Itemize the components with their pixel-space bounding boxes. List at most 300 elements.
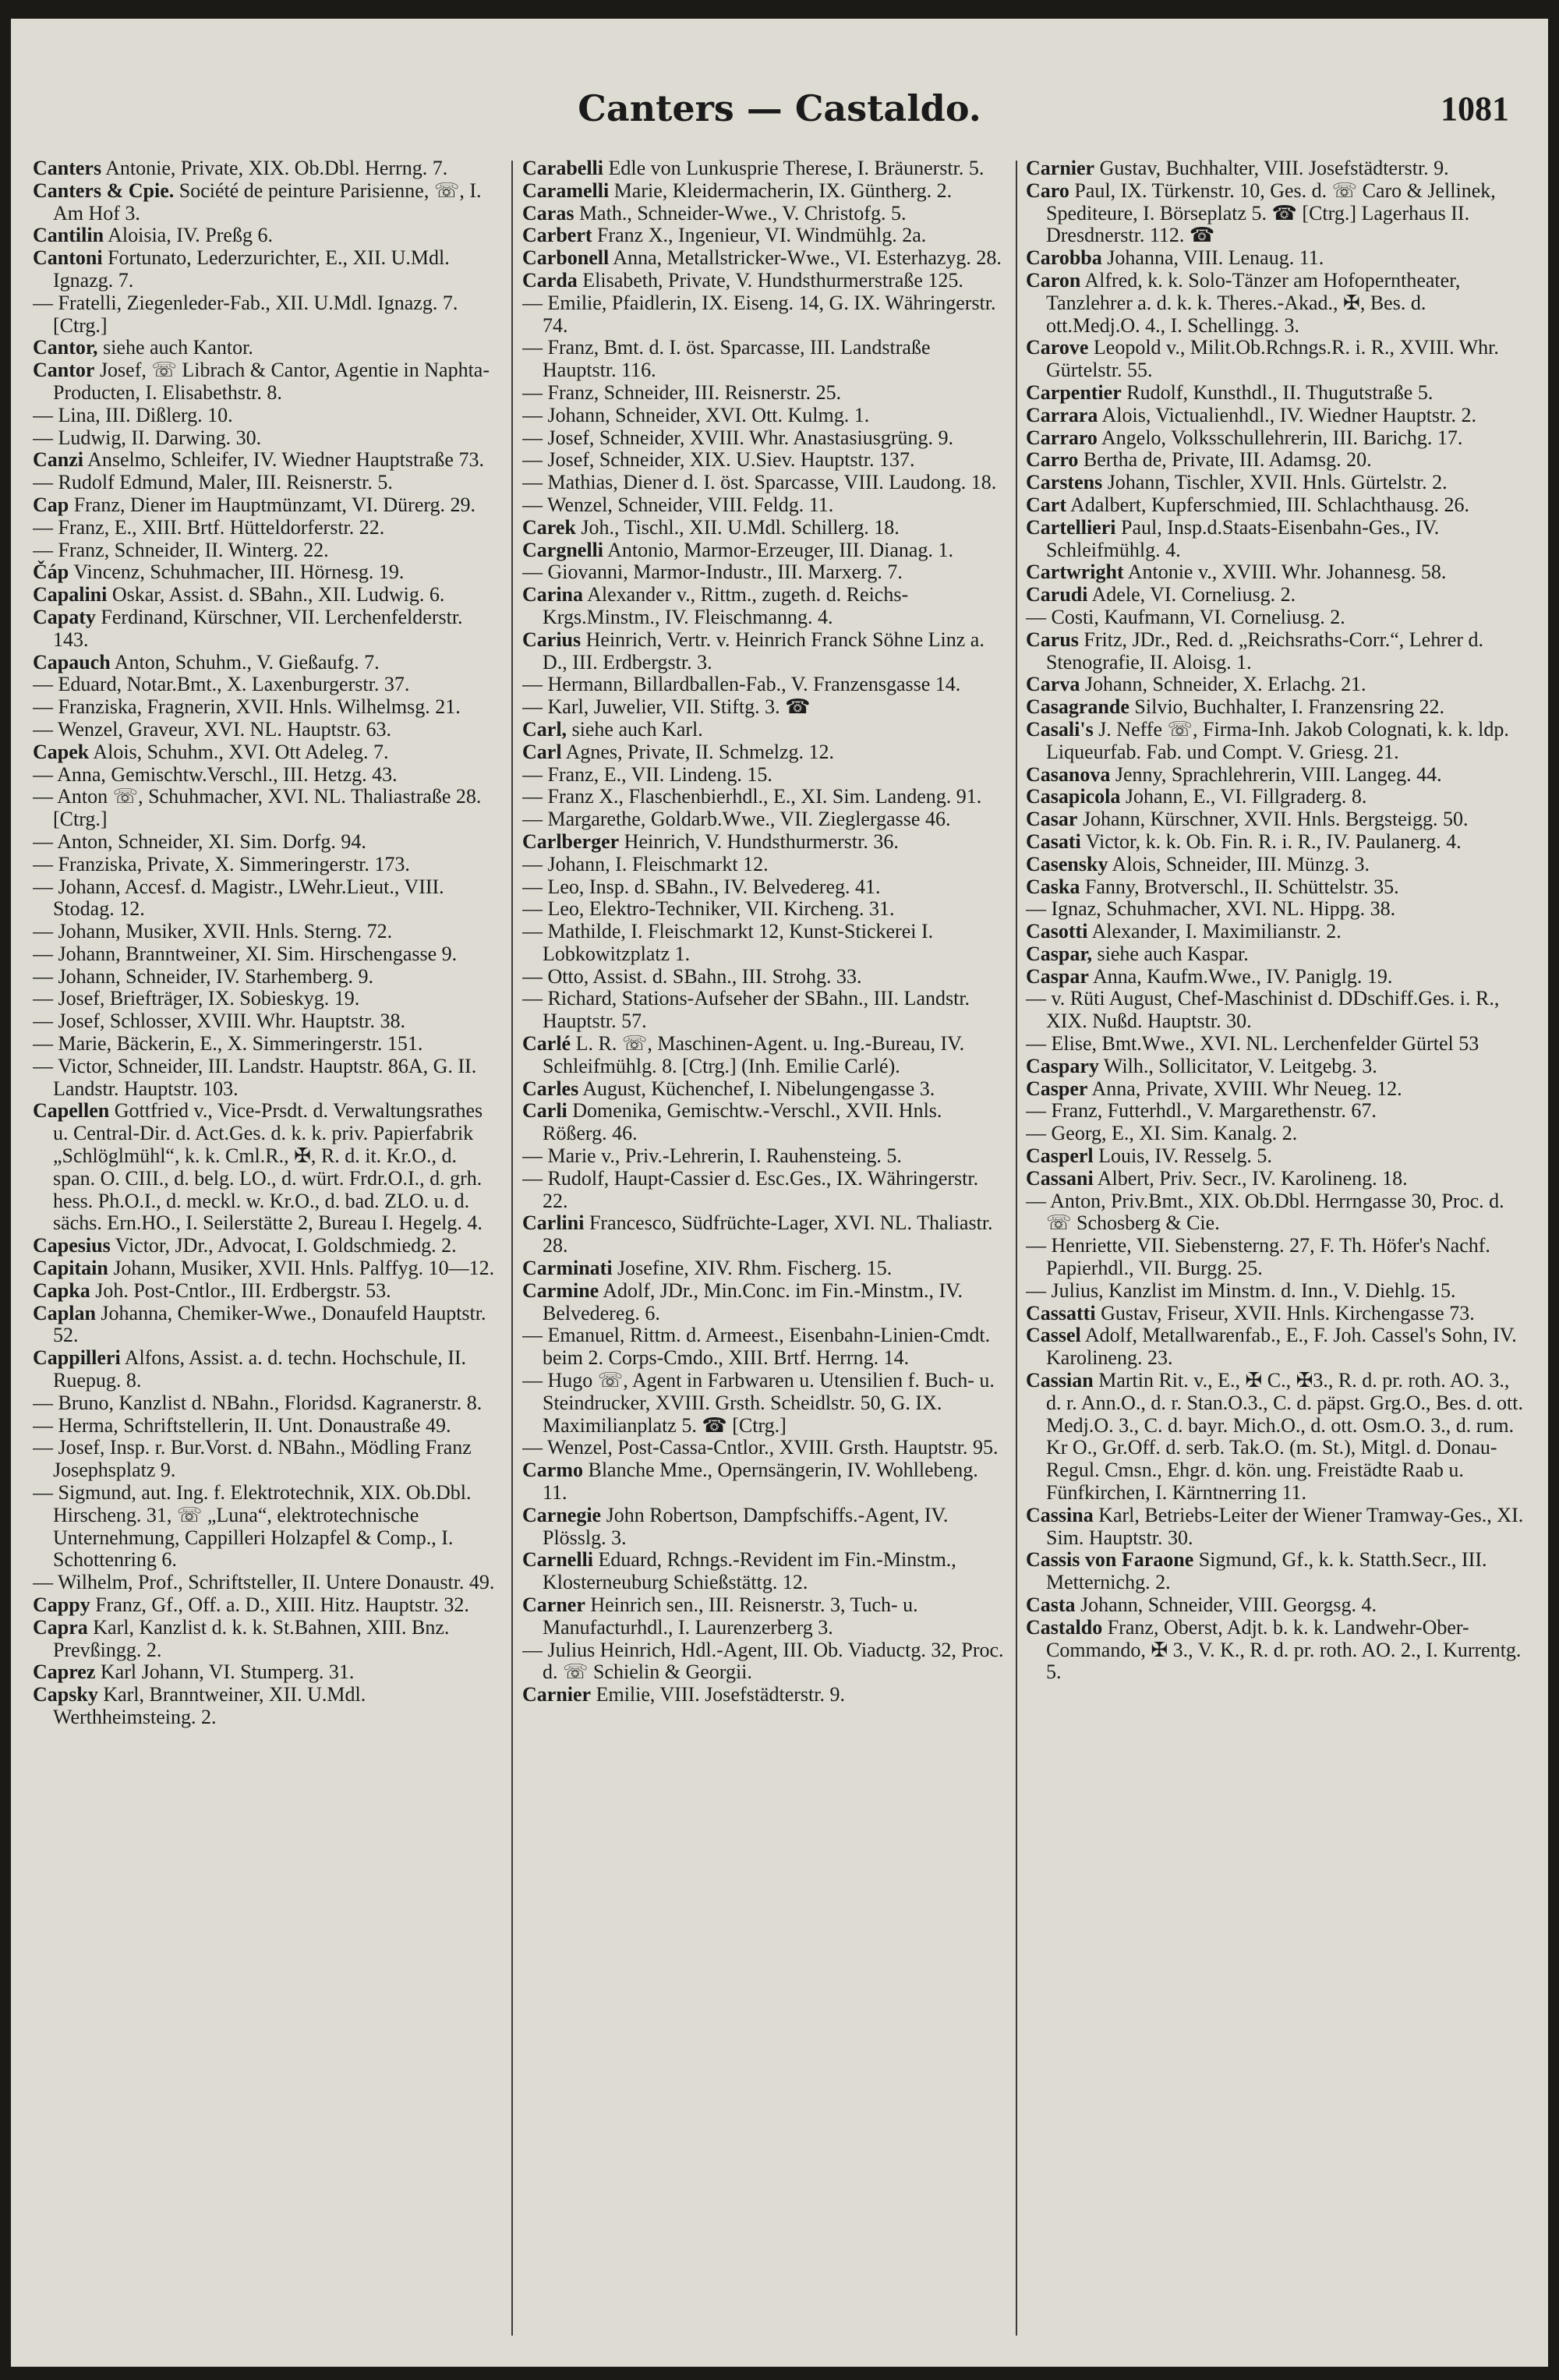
page-title: Canters — Castaldo. <box>578 87 981 129</box>
entry-name: Čáp <box>33 561 69 584</box>
entry-name: Caprez <box>33 1660 96 1684</box>
directory-entry <box>33 854 500 876</box>
entry-name: Caron <box>1026 268 1081 292</box>
entry-name: Caspary <box>1026 1054 1099 1077</box>
entry-name: Carraro <box>1026 426 1098 449</box>
directory-entry <box>522 157 1007 180</box>
directory-entry <box>1026 988 1525 1033</box>
directory-entry <box>1026 1280 1525 1303</box>
entry-name: Capellen <box>33 1099 110 1123</box>
directory-entry <box>33 719 500 741</box>
entry-text: Franz, Gf., Off. a. D., XIII. Hitz. Hauptstr. 32. <box>90 1593 469 1616</box>
entry-text: Elisabeth, Private, V. Hundsthurmerstraße 125. <box>577 268 963 292</box>
directory-entry <box>33 494 500 517</box>
entry-name: Capek <box>33 740 90 763</box>
entry-text: Anna, Private, XVIII. Whr Neueg. 12. <box>1087 1077 1402 1100</box>
directory-entry <box>1026 382 1525 405</box>
entry-text: Johann, Schneider, X. Erlachg. 21. <box>1080 673 1366 696</box>
entry-name: Carstens <box>1026 471 1103 494</box>
directory-entry <box>33 1033 500 1056</box>
entry-text: Anna, Kaufm.Wwe., IV. Paniglg. 19. <box>1088 964 1393 988</box>
entry-text: Josef, ☏ Librach & Cantor, Agentie in Naphta-Producten, I. Elisabethstr. 8. <box>53 359 490 404</box>
directory-entry <box>522 854 1007 876</box>
directory-entry <box>522 1280 1007 1325</box>
entry-name: Carbert <box>522 224 592 247</box>
directory-entry <box>522 337 1007 382</box>
entry-text: siehe auch Karl. <box>567 717 703 741</box>
entry-text: Société de peinture Parisienne, ☏, I. Am Hof 3. <box>53 179 482 225</box>
directory-entry <box>33 1392 500 1415</box>
entry-name: Carek <box>522 515 576 539</box>
directory-entry <box>1026 808 1525 831</box>
entry-text: — Josef, Briefträger, IX. Sobieskyg. 19. <box>33 987 360 1010</box>
entry-text: Fritz, JDr., Red. d. „Reichsraths-Corr.“, Lehrer d. Stenografie, II. Aloisg. 1. <box>1046 628 1484 674</box>
directory-entry <box>33 405 500 427</box>
entry-name: Cargnelli <box>522 538 603 561</box>
directory-entry <box>33 696 500 719</box>
directory-entry <box>522 405 1007 427</box>
directory-entry <box>1026 876 1525 899</box>
entry-text: Ferdinand, Kürschner, VII. Lerchenfelderstr. 143. <box>53 605 463 651</box>
entry-name: Capaty <box>33 605 96 628</box>
entry-text: — Giovanni, Marmor-Industr., III. Marxerg. 7. <box>522 561 903 584</box>
entry-text: Alois, Victualienhdl., IV. Wiedner Hauptstr. 2. <box>1098 403 1476 426</box>
entry-name: Cartwright <box>1026 561 1124 584</box>
entry-text: — Johann, I. Fleischmarkt 12. <box>522 852 769 875</box>
entry-name: Carnier <box>1026 157 1095 179</box>
directory-entry <box>1026 427 1525 450</box>
entry-text: — Julius, Kanzlist im Minstm. d. Inn., V. Diehlg. 15. <box>1026 1278 1456 1302</box>
entry-text: Gustav, Buchhalter, VIII. Josefstädterstr. 9. <box>1094 157 1449 179</box>
entry-text: Karl, Kanzlist d. k. k. St.Bahnen, XIII. Bnz. Prevßingg. 2. <box>53 1615 450 1661</box>
entry-text: — Anton, Priv.Bmt., XIX. Ob.Dbl. Herrngasse 30, Proc. d. ☏ Schosberg & Cie. <box>1026 1189 1504 1235</box>
entry-text: — Josef, Insp. r. Bur.Vorst. d. NBahn., Mödling Franz Josephsplatz 9. <box>33 1436 472 1482</box>
directory-entry <box>33 1684 500 1729</box>
directory-entry <box>1026 561 1525 584</box>
directory-entry <box>522 629 1007 674</box>
entry-text: siehe auch Kantor. <box>97 336 253 359</box>
directory-entry <box>522 292 1007 338</box>
column-rule-1 <box>511 161 513 2336</box>
column-middle <box>522 157 1007 2348</box>
entry-text: — Costi, Kaufmann, VI. Corneliusg. 2. <box>1026 605 1345 628</box>
directory-entry <box>522 898 1007 921</box>
directory-entry <box>1026 270 1525 337</box>
directory-entry <box>33 1280 500 1303</box>
entry-text: — Rudolf Edmund, Maler, III. Reisnerstr. 5. <box>33 471 393 494</box>
entry-name: Carlini <box>522 1211 585 1235</box>
entry-text: Oskar, Assist. d. SBahn., XII. Ludwig. 6. <box>107 583 445 606</box>
directory-entry <box>522 427 1007 450</box>
entry-text: — Leo, Elektro-Techniker, VII. Kircheng. 31. <box>522 897 895 921</box>
entry-name: Capitain <box>33 1257 108 1280</box>
entry-text: Karl, Betriebs-Leiter der Wiener Tramway-Ges., XI. Sim. Hauptstr. 30. <box>1046 1503 1524 1549</box>
entry-text: Karl Johann, VI. Stumperg. 31. <box>95 1660 355 1684</box>
entry-text: — Wenzel, Schneider, VIII. Feldg. 11. <box>522 493 834 516</box>
directory-entry <box>33 584 500 606</box>
entry-text: Bertha de, Private, III. Adamsg. 20. <box>1078 448 1372 472</box>
entry-text: Jenny, Sprachlehrerin, VIII. Langeg. 44. <box>1110 762 1442 786</box>
directory-entry <box>1026 1505 1525 1550</box>
entry-text: — Mathilde, I. Fleischmarkt 12, Kunst-Stickerei I. Lobkowitzplatz 1. <box>522 920 934 965</box>
directory-entry <box>33 449 500 472</box>
entry-name: Casapicola <box>1026 785 1121 808</box>
entry-name: Casanova <box>1026 762 1111 786</box>
directory-entry <box>33 337 500 359</box>
entry-text: Aloisia, IV. Preßg 6. <box>104 224 273 247</box>
entry-name: Capra <box>33 1615 88 1639</box>
directory-entry <box>1026 157 1525 180</box>
directory-entry <box>33 1303 500 1348</box>
entry-text: — Johann, Accesf. d. Magistr., LWehr.Lieut., VIII. Stodag. 12. <box>33 875 444 921</box>
entry-name: Cantor <box>33 359 95 382</box>
column-right <box>1026 157 1525 2348</box>
entry-name: Carina <box>522 583 583 606</box>
entry-name: Carva <box>1026 673 1080 696</box>
directory-entry <box>1026 831 1525 854</box>
entry-text: Rudolf, Kunsthdl., II. Thugutstraße 5. <box>1121 380 1434 404</box>
entry-text: Wilh., Sollicitator, V. Leitgebg. 3. <box>1098 1054 1377 1077</box>
entry-text: — Franz, Bmt. d. I. öst. Sparcasse, III. Landstraße Hauptstr. 116. <box>522 336 931 382</box>
entry-name: Cap <box>33 493 69 516</box>
entry-name: Capka <box>33 1278 90 1302</box>
directory-entry <box>1026 337 1525 382</box>
directory-entry <box>522 584 1007 629</box>
directory-entry <box>1026 1100 1525 1123</box>
entry-text: — Franz, E., VII. Lindeng. 15. <box>522 762 772 786</box>
column-rule-2 <box>1016 161 1017 2336</box>
entry-text: Emilie, VIII. Josefstädterstr. 9. <box>591 1683 845 1706</box>
entry-text: Alfred, k. k. Solo-Tänzer am Hofoperntheater, Tanzlehrer a. d. k. k. Theres.-Akad., ✠, Bes. d. ott.Medj.O. 4., I. Schellingg. 3. <box>1046 268 1461 337</box>
directory-entry <box>1026 674 1525 696</box>
directory-entry <box>522 808 1007 831</box>
directory-entry <box>1026 1370 1525 1505</box>
directory-entry <box>1026 629 1525 674</box>
entry-text: — Ludwig, II. Darwing. 30. <box>33 426 262 449</box>
directory-entry <box>33 786 500 831</box>
entry-text: — Marie v., Priv.-Lehrerin, I. Rauhensteing. 5. <box>522 1144 902 1168</box>
entry-text: Leopold v., Milit.Ob.Rchngs.R. i. R., XVIII. Whr. Gürtelstr. 55. <box>1046 336 1499 382</box>
directory-entry <box>522 494 1007 517</box>
directory-entry <box>522 1324 1007 1370</box>
entry-text: Martin Rit. v., E., ✠ C., ✠3., R. d. pr. roth. AO. 3., d. r. Ann.O., d. r. Stan.O.3., C. d. päpst. Grg.O., Bes. d. ott. Medj.O. 3., C. d. bayr. Mich.O., d. ott. Osm.O. 3., d. rum. Kr O., Gr.Off. d. serb. Tak.O. (m. St.), Mitgl. d. Donau-Regul. Cmsn., Ehgr. d. kön. ung. Freistädte Raab u. Fünfkirchen, I. Kärntnerring 11. <box>1046 1369 1523 1505</box>
entry-text: Sigmund, Gf., k. k. Statth.Secr., III. Metternichg. 2. <box>1046 1548 1487 1594</box>
directory-entry <box>522 382 1007 405</box>
entry-name: Cassatti <box>1026 1301 1096 1324</box>
directory-entry <box>1026 1123 1525 1145</box>
directory-entry <box>1026 1190 1525 1236</box>
entry-text: Gottfried v., Vice-Prsdt. d. Verwaltungsrathes u. Central-Dir. d. Act.Ges. d. k. k. priv. Papierfabrik „Schlöglmühl“, k. k. Cml.R., ✠, R. d. it. Kr.O., d. span. O. CIII., d. belg. LO., d. würt. Frdr.O.I., d. grh. hess. Ph.O.I., d. meckl. w. Kr.O., d. bad. ZLO. u. d. sächs. Ern.HO., I. Seilerstätte 2, Bureau I. Hegelg. 4. <box>53 1099 483 1235</box>
directory-entry <box>1026 247 1525 270</box>
directory-entry <box>33 1100 500 1235</box>
directory-entry <box>522 1100 1007 1145</box>
entry-text: Franz, Oberst, Adjt. b. k. k. Landwehr-Ober-Commando, ✠ 3., V. K., R. d. pr. roth. AO. 2., I. Kurrentg. 5. <box>1046 1615 1522 1684</box>
entry-name: Canters & Cpie. <box>33 179 175 202</box>
directory-entry <box>522 561 1007 584</box>
running-head <box>11 87 1548 157</box>
entry-text: Heinrich, Vertr. v. Heinrich Franck Söhne Linz a. D., III. Erdbergstr. 3. <box>543 628 985 674</box>
directory-entry <box>522 203 1007 225</box>
entry-name: Caspar <box>1026 964 1089 988</box>
directory-entry <box>33 1661 500 1684</box>
entry-text: Johann, Kürschner, XVII. Hnls. Bergsteigg. 50. <box>1077 808 1469 831</box>
entry-text: Karl, Branntweiner, XII. U.Mdl. Werthheimsteing. 2. <box>53 1683 366 1728</box>
entry-name: Canters <box>33 157 102 179</box>
entry-name: Casati <box>1026 829 1081 853</box>
entry-name: Caro <box>1026 179 1069 202</box>
entry-text: — Franz, Schneider, III. Reisnerstr. 25. <box>522 380 842 404</box>
directory-entry <box>522 1594 1007 1639</box>
entry-name: Capesius <box>33 1234 111 1257</box>
directory-entry <box>33 225 500 247</box>
entry-text: — Julius Heinrich, Hdl.-Agent, III. Ob. Viaductg. 32, Proc. d. ☏ Schielin & Georgii. <box>522 1638 1004 1684</box>
entry-text: — Wenzel, Post-Cassa-Cntlor., XVIII. Grsth. Hauptstr. 95. <box>522 1436 999 1459</box>
entry-text: J. Neffe ☏, Firma-Inh. Jakob Colognati, k. k. ldp. Liqueurfab. Fab. und Compt. V. Griesg. 21. <box>1046 717 1509 763</box>
directory-entry <box>33 561 500 584</box>
entry-text: Johanna, Chemiker-Wwe., Donaufeld Hauptstr. 52. <box>53 1301 486 1347</box>
entry-text: — Wenzel, Graveur, XVI. NL. Hauptstr. 63. <box>33 717 391 741</box>
directory-entry <box>522 1257 1007 1280</box>
entry-name: Cassian <box>1026 1369 1094 1392</box>
entry-text: — Anna, Gemischtw.Verschl., III. Hetzg. 43. <box>33 762 398 786</box>
entry-text: — Josef, Schlosser, XVIII. Whr. Hauptstr. 38. <box>33 1010 405 1033</box>
entry-text: — Franziska, Fragnerin, XVII. Hnls. Wilhelmsg. 21. <box>33 695 461 719</box>
entry-text: — Anton, Schneider, XI. Sim. Dorfg. 94. <box>33 829 366 853</box>
directory-entry <box>33 517 500 539</box>
entry-name: Casagrande <box>1026 695 1129 719</box>
entry-name: Carli <box>522 1099 567 1123</box>
entry-text: — Josef, Schneider, XVIII. Whr. Anastasiusgrüng. 9. <box>522 426 954 449</box>
directory-entry <box>33 1010 500 1033</box>
entry-name: Carlberger <box>522 829 620 853</box>
entry-text: — Mathias, Diener d. I. öst. Sparcasse, VIII. Laudong. 18. <box>522 471 997 494</box>
entry-name: Cassani <box>1026 1166 1094 1190</box>
directory-entry <box>33 1572 500 1594</box>
entry-name: Canzi <box>33 448 83 472</box>
directory-entry <box>1026 764 1525 787</box>
directory-entry <box>33 876 500 921</box>
directory-entry <box>33 180 500 225</box>
directory-entry <box>522 1078 1007 1101</box>
entry-text: — Fratelli, Ziegenleder-Fab., XII. U.Mdl. Ignazg. 7. [Ctrg.] <box>33 291 458 337</box>
entry-text: — Victor, Schneider, III. Landstr. Hauptstr. 86A, G. II. Landstr. Hauptstr. 103. <box>33 1054 477 1100</box>
entry-text: — Margarethe, Goldarb.Wwe., VII. Zieglergasse 46. <box>522 808 951 831</box>
entry-text: Anselmo, Schleifer, IV. Wiedner Hauptstraße 73. <box>83 448 484 472</box>
directory-entry <box>33 1415 500 1438</box>
entry-text: — Franziska, Private, X. Simmeringerstr. 173. <box>33 852 410 875</box>
entry-text: Joh., Tischl., XII. U.Mdl. Schillerg. 18. <box>575 515 900 539</box>
entry-text: — Ignaz, Schuhmacher, XVI. NL. Hippg. 38. <box>1026 897 1396 921</box>
entry-text: Joh. Post-Cntlor., III. Erdbergstr. 53. <box>90 1278 391 1302</box>
entry-text: Anton, Schuhm., V. Gießaufg. 7. <box>110 650 380 674</box>
directory-entry <box>1026 921 1525 943</box>
directory-entry <box>1026 1078 1525 1101</box>
directory-entry <box>1026 584 1525 606</box>
entry-name: Cassina <box>1026 1503 1094 1526</box>
directory-entry <box>1026 966 1525 988</box>
directory-entry <box>522 1033 1007 1078</box>
directory-entry <box>522 247 1007 270</box>
directory-entry <box>1026 696 1525 719</box>
entry-text: — Bruno, Kanzlist d. NBahn., Floridsd. Kagranerstr. 8. <box>33 1391 483 1414</box>
entry-text: Josefine, XIV. Rhm. Fischerg. 15. <box>612 1257 893 1280</box>
directory-entry <box>522 1437 1007 1459</box>
directory-entry <box>1026 180 1525 247</box>
entry-name: Castaldo <box>1026 1615 1103 1639</box>
entry-name: Carnier <box>522 1683 592 1706</box>
entry-text: — Josef, Schneider, XIX. U.Siev. Hauptstr. 137. <box>522 448 915 472</box>
directory-entry <box>33 1594 500 1617</box>
entry-text: August, Küchenchef, I. Nibelungengasse 3. <box>578 1077 935 1100</box>
entry-text: — Otto, Assist. d. SBahn., III. Strohg. 33. <box>522 964 862 988</box>
entry-name: Capauch <box>33 650 111 674</box>
directory-entry <box>522 876 1007 899</box>
entry-text: — Richard, Stations-Aufseher der SBahn., III. Landstr. Hauptstr. 57. <box>522 987 970 1033</box>
entry-text: Domenika, Gemischtw.-Verschl., XVII. Hnls. Rößerg. 46. <box>543 1099 942 1145</box>
entry-text: Eduard, Rchngs.-Revident im Fin.-Minstm., Klosterneuburg Schießstättg. 12. <box>543 1548 956 1594</box>
entry-text: Angelo, Volksschullehrerin, III. Barichg. 17. <box>1097 426 1463 449</box>
directory-entry <box>522 831 1007 854</box>
entry-text: Antonio, Marmor-Erzeuger, III. Dianag. 1. <box>603 538 953 561</box>
entry-name: Carabelli <box>522 157 603 179</box>
directory-entry <box>33 1347 500 1392</box>
entry-text: Adalbert, Kupferschmied, III. Schlachthausg. 26. <box>1066 493 1469 516</box>
entry-name: Carner <box>522 1593 585 1616</box>
entry-text: — Marie, Bäckerin, E., X. Simmeringerstr. 151. <box>33 1032 423 1056</box>
entry-text: Alois, Schneider, III. Münzg. 3. <box>1108 852 1370 875</box>
entry-text: Alexander, I. Maximilianstr. 2. <box>1087 920 1342 943</box>
directory-entry <box>33 359 500 405</box>
entry-name: Casper <box>1026 1077 1088 1100</box>
entry-text: siehe auch Kaspar. <box>1092 942 1249 965</box>
entry-text: Edle von Lunkusprie Therese, I. Bräunerstr. 5. <box>603 157 985 179</box>
entry-name: Carius <box>522 628 582 651</box>
directory-entry <box>1026 1617 1525 1684</box>
entry-name: Cantoni <box>33 246 103 270</box>
entry-text: Fanny, Brotverschl., II. Schüttelstr. 35. <box>1080 875 1399 898</box>
directory-page <box>11 19 1548 2367</box>
entry-text: Franz X., Ingenieur, VI. Windmühlg. 2a. <box>592 224 927 247</box>
entry-text: Vincenz, Schuhmacher, III. Hörnesg. 19. <box>69 561 405 584</box>
entry-text: Paul, Insp.d.Staats-Eisenbahn-Ges., IV. Schleifmühlg. 4. <box>1046 515 1440 561</box>
entry-name: Carl <box>522 740 562 763</box>
directory-entry <box>33 921 500 943</box>
entry-name: Carmine <box>522 1278 599 1302</box>
column-left <box>33 157 500 2348</box>
entry-text: — v. Rüti August, Chef-Maschinist d. DDschiff.Ges. i. R., XIX. Nußd. Hauptstr. 30. <box>1026 987 1500 1033</box>
entry-text: — Henriette, VII. Siebensterng. 27, F. Th. Höfer's Nachf. Papierhdl., VII. Burgg. 25. <box>1026 1234 1490 1280</box>
entry-name: Carda <box>522 268 578 292</box>
directory-entry <box>33 1482 500 1572</box>
directory-entry <box>33 247 500 292</box>
directory-entry <box>33 988 500 1010</box>
entry-name: Caplan <box>33 1301 96 1324</box>
entry-name: Carro <box>1026 448 1079 472</box>
directory-entry <box>522 1459 1007 1505</box>
entry-text: Blanche Mme., Opernsängerin, IV. Wohllebeng. 11. <box>543 1459 978 1505</box>
directory-entry <box>1026 449 1525 472</box>
entry-text: Silvio, Buchhalter, I. Franzensring 22. <box>1129 695 1444 719</box>
directory-entry <box>522 180 1007 203</box>
directory-entry <box>522 764 1007 787</box>
directory-entry <box>1026 786 1525 808</box>
directory-entry <box>522 674 1007 696</box>
entry-text: — Herma, Schriftstellerin, II. Unt. Donaustraße 49. <box>33 1413 451 1437</box>
entry-text: Math., Schneider-Wwe., V. Christofg. 5. <box>574 201 907 225</box>
directory-entry <box>522 1505 1007 1550</box>
entry-name: Casali's <box>1026 717 1094 741</box>
entry-text: — Emanuel, Rittm. d. Armeest., Eisenbahn-Linien-Cmdt. beim 2. Corps-Cmdo., XIII. Brtf. Herrng. 14. <box>522 1324 991 1370</box>
entry-name: Carl, <box>522 717 567 741</box>
entry-name: Caspar, <box>1026 942 1093 965</box>
entry-text: L. R. ☏, Maschinen-Agent. u. Ing.-Bureau, IV. Schleifmühlg. 8. [Ctrg.] (Inh. Emilie Carlé). <box>543 1032 965 1077</box>
directory-entry <box>33 1257 500 1280</box>
directory-entry <box>522 719 1007 741</box>
directory-entry <box>33 1617 500 1662</box>
entry-name: Cassis von Faraone <box>1026 1548 1194 1572</box>
directory-entry <box>1026 1594 1525 1617</box>
entry-name: Carlé <box>522 1032 571 1056</box>
entry-text: — Franz X., Flaschenbierhdl., E., XI. Sim. Landeng. 91. <box>522 785 982 808</box>
entry-text: Antonie v., XVIII. Whr. Johannesg. 58. <box>1123 561 1447 584</box>
entry-text: — Franz, Futterhdl., V. Margarethenstr. 67. <box>1026 1099 1377 1123</box>
entry-text: Adele, VI. Corneliusg. 2. <box>1087 583 1296 606</box>
directory-entry <box>522 1212 1007 1257</box>
directory-entry <box>33 831 500 854</box>
entry-text: Francesco, Südfrüchte-Lager, XVI. NL. Thaliastr. 28. <box>543 1211 993 1257</box>
directory-entry <box>522 1639 1007 1685</box>
entry-name: Casperl <box>1026 1144 1094 1168</box>
directory-entry <box>1026 1303 1525 1325</box>
entry-text: — Leo, Insp. d. SBahn., IV. Belvedereg. 41. <box>522 875 881 898</box>
entry-name: Carudi <box>1026 583 1088 606</box>
directory-entry <box>522 225 1007 247</box>
entry-text: Paul, IX. Türkenstr. 10, Ges. d. ☏ Caro & Jellinek, Spediteure, I. Börseplatz 5. ☎ [Ctrg.] Lagerhaus II. Dresdnerstr. 112. ☎ <box>1046 179 1496 247</box>
directory-entry <box>1026 943 1525 966</box>
entry-name: Cassel <box>1026 1324 1081 1347</box>
entry-name: Capalini <box>33 583 108 606</box>
directory-entry <box>1026 854 1525 876</box>
directory-entry <box>33 652 500 674</box>
entry-name: Carbonell <box>522 246 610 270</box>
entry-text: — Wilhelm, Prof., Schriftsteller, II. Untere Donaustr. 49. <box>33 1571 495 1594</box>
entry-text: — Hermann, Billardballen-Fab., V. Franzensgasse 14. <box>522 673 961 696</box>
directory-entry <box>1026 1324 1525 1370</box>
directory-entry <box>33 1437 500 1482</box>
entry-name: Carus <box>1026 628 1079 651</box>
entry-text: — Johann, Musiker, XVII. Hnls. Sterng. 72. <box>33 920 393 943</box>
entry-name: Carove <box>1026 336 1089 359</box>
entry-text: Victor, JDr., Advocat, I. Goldschmiedg. 2. <box>110 1234 457 1257</box>
entry-text: — Hugo ☏, Agent in Farbwaren u. Utensilien f. Buch- u. Steindrucker, XVIII. Grsth. Scheidlstr. 50, G. IX. Maximilianplatz 5. ☎ [Ctrg.] <box>522 1369 995 1437</box>
entry-name: Casar <box>1026 808 1078 831</box>
directory-entry <box>522 1370 1007 1437</box>
entry-text: — Karl, Juwelier, VII. Stiftg. 3. ☎ <box>522 695 811 719</box>
entry-name: Caska <box>1026 875 1080 898</box>
directory-entry <box>33 943 500 966</box>
directory-entry <box>1026 1235 1525 1280</box>
entry-text: — Anton ☏, Schuhmacher, XVI. NL. Thaliastraße 28. [Ctrg.] <box>33 785 482 831</box>
directory-entry <box>522 786 1007 808</box>
entry-name: Caras <box>522 201 574 225</box>
directory-entry <box>522 1145 1007 1168</box>
entry-text: John Robertson, Dampfschiffs.-Agent, IV. Plösslg. 3. <box>543 1503 949 1549</box>
entry-text: Louis, IV. Resselg. 5. <box>1093 1144 1272 1168</box>
entry-text: — Johann, Branntweiner, XI. Sim. Hirschengasse 9. <box>33 942 458 965</box>
directory-entry <box>522 921 1007 966</box>
directory-entry <box>1026 405 1525 427</box>
directory-entry <box>33 427 500 450</box>
